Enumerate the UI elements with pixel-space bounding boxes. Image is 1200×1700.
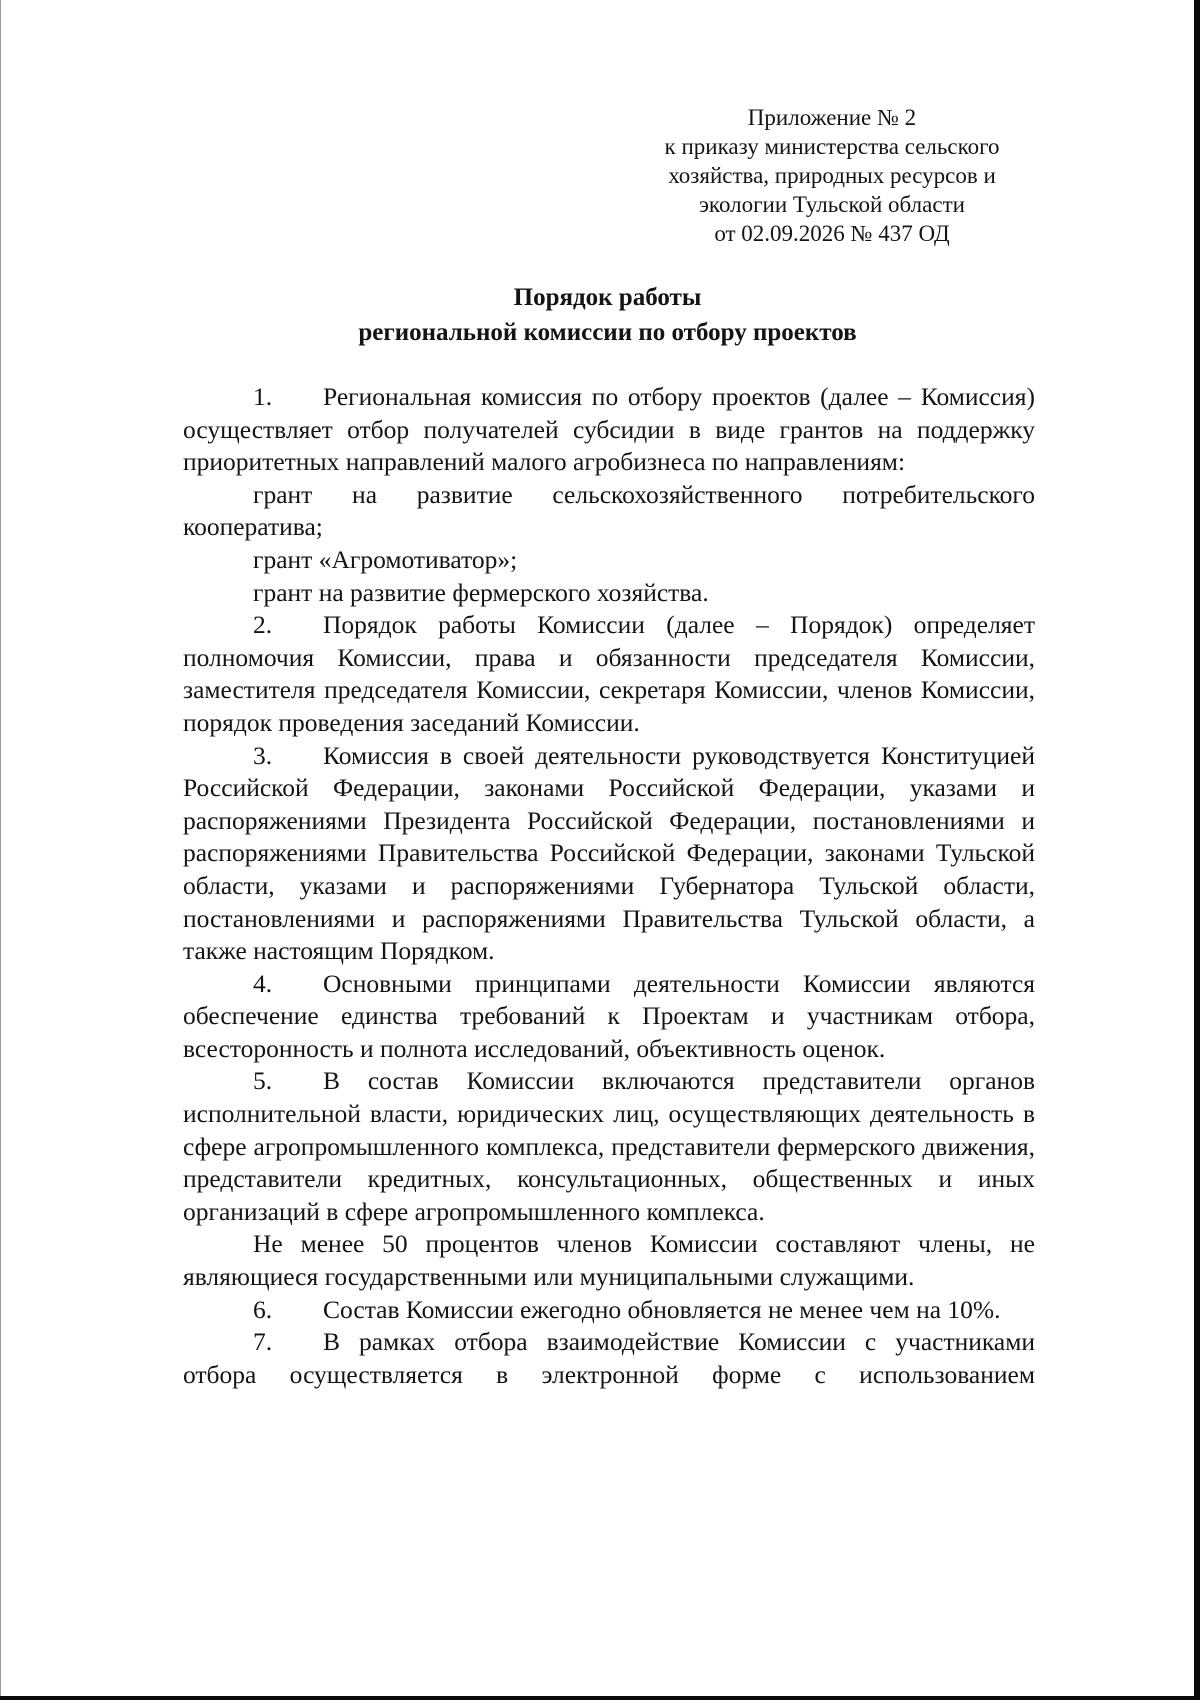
paragraph-grant-cooperative	[183, 479, 1035, 544]
paragraph-6	[183, 1294, 1035, 1327]
paragraph-5	[183, 1065, 1035, 1228]
paragraph-4	[183, 968, 1035, 1066]
appendix-line: от 02.09.2026 № 437 ОД	[714, 221, 950, 246]
paragraph-grant-agromotivator	[183, 544, 1035, 577]
paragraph-1	[183, 381, 1035, 479]
paragraph-7	[183, 1326, 1035, 1391]
appendix-line: к приказу министерства сельского	[664, 134, 1000, 159]
paragraph-text: В состав Комиссии включаются представители органов исполнительной власти, юридических лиц, осуществляющих деятельность в сфере агропромышленного комплекса, представители фермерского движения, представители кредитных, консультационных, общественных и иных организаций в сфере агропромышленного комплекса.	[183, 1066, 1035, 1226]
page-bottom-border	[0, 1696, 1200, 1700]
paragraph-text: грант «Агромотиватор»;	[253, 544, 518, 574]
appendix-line: экологии Тульской области	[699, 192, 965, 217]
paragraph-text: Порядок работы Комиссии (далее – Порядок) определяет полномочия Комиссии, права и обязанности председателя Комиссии, заместителя председателя Комиссии, секретаря Комиссии, членов Комиссии, порядок проведения заседаний Комиссии.	[183, 610, 1035, 737]
paragraph-number: 7.	[253, 1327, 273, 1357]
appendix-line: хозяйства, природных ресурсов и	[668, 163, 996, 188]
paragraph-number: 2.	[253, 610, 273, 640]
document-body	[183, 381, 1035, 1391]
paragraph-number: 3.	[253, 740, 273, 770]
paragraph-number: 6.	[253, 1294, 273, 1324]
paragraph-text: грант на развитие сельскохозяйственного потребительского кооператива;	[183, 479, 1035, 542]
paragraph-text: Не менее 50 процентов членов Комиссии составляют члены, не являющиеся государственными или муниципальными служащими.	[183, 1229, 1035, 1292]
paragraph-text: Основными принципами деятельности Комиссии являются обеспечение единства требований к Проектам и участникам отбора, всесторонность и полнота исследований, объективность оценок.	[183, 968, 1035, 1063]
page-right-border	[1194, 0, 1200, 1700]
appendix-line: Приложение № 2	[747, 105, 917, 130]
page-left-edge	[0, 0, 1, 1700]
title-line: региональной комиссии по отбору проектов	[358, 319, 857, 346]
appendix-header	[662, 103, 1002, 248]
paragraph-text: Комиссия в своей деятельности руководствуется Конституцией Российской Федерации, законами Российской Федерации, указами и распоряжениями Президента Российской Федерации, постановлениями и распоряжениями Правительства Российской Федерации, законами Тульской области, указами и распоряжениями Губернатора Тульской области, постановлениями и распоряжениями Правительства Тульской области, а также настоящим Порядком.	[183, 740, 1035, 966]
title-line: Порядок работы	[513, 284, 702, 311]
paragraph-text: Региональная комиссия по отбору проектов (далее – Комиссия) осуществляет отбор получателей субсидии в виде грантов на поддержку приоритетных направлений малого агробизнеса по направлениям:	[183, 382, 1035, 477]
paragraph-text: Состав Комиссии ежегодно обновляется не менее чем на 10%.	[323, 1294, 1001, 1324]
paragraph-text: В рамках отбора взаимодействие Комиссии с участниками отбора осуществляется в электронной форме с использованием	[183, 1327, 1035, 1389]
paragraph-5-note	[183, 1228, 1035, 1293]
document-title	[180, 280, 1035, 350]
paragraph-grant-farm	[183, 577, 1035, 610]
paragraph-number: 4.	[253, 968, 273, 998]
paragraph-number: 5.	[253, 1066, 273, 1096]
paragraph-2	[183, 609, 1035, 739]
paragraph-text: грант на развитие фермерского хозяйства.	[253, 577, 709, 607]
paragraph-number: 1.	[253, 382, 273, 411]
paragraph-3	[183, 740, 1035, 968]
